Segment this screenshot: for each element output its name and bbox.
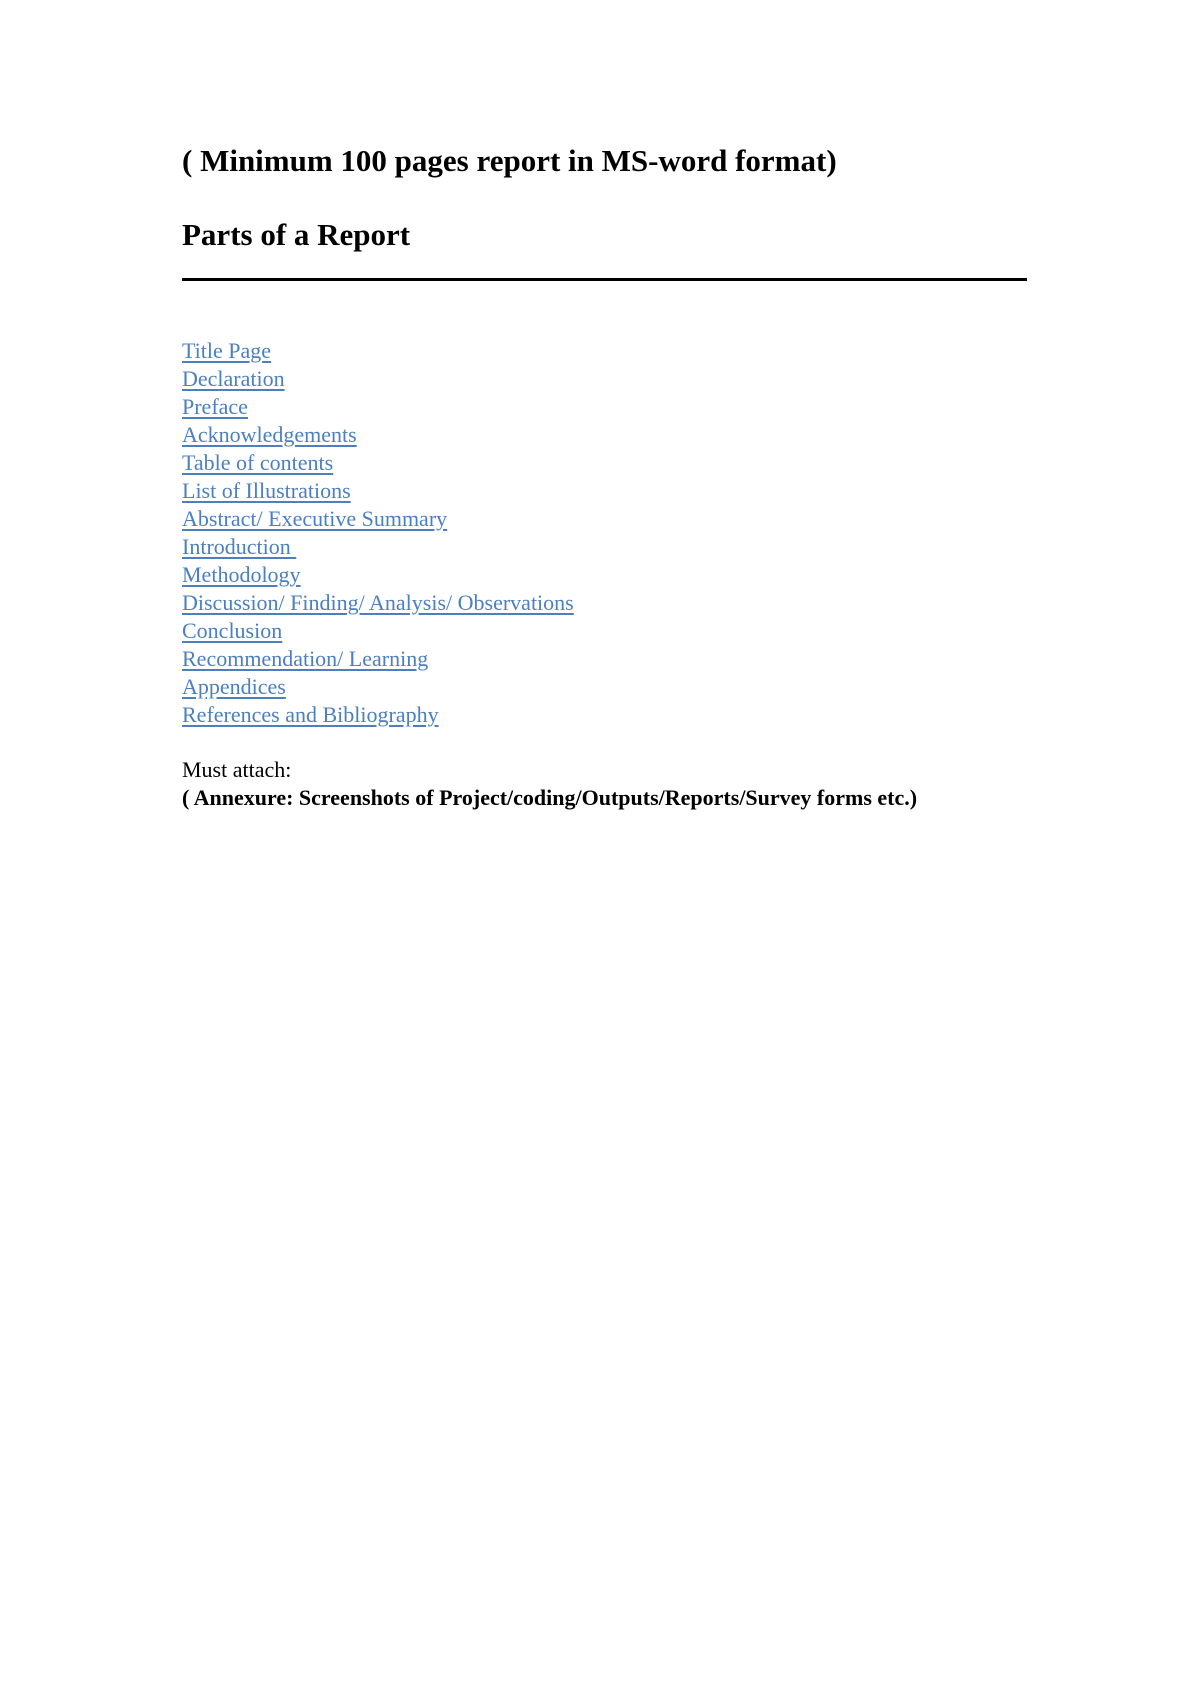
horizontal-rule xyxy=(182,278,1027,281)
section-link-acknowledgements[interactable]: Acknowledgements xyxy=(182,422,357,447)
section-link-methodology[interactable]: Methodology xyxy=(182,562,301,587)
annexure-note: ( Annexure: Screenshots of Project/coding/Outputs/Reports/Survey forms etc.) xyxy=(182,785,918,810)
section-link-table-of-contents[interactable]: Table of contents xyxy=(182,450,334,475)
list-item xyxy=(182,449,1027,477)
list-item xyxy=(182,337,1027,365)
document-content xyxy=(182,140,1027,812)
list-item xyxy=(182,617,1027,645)
list-item xyxy=(182,505,1027,533)
section-link-list-of-illustrations[interactable]: List of Illustrations xyxy=(182,478,351,503)
section-link-declaration[interactable]: Declaration xyxy=(182,366,285,391)
report-parts-list xyxy=(182,337,1027,729)
list-item xyxy=(182,393,1027,421)
section-link-abstract[interactable]: Abstract/ Executive Summary xyxy=(182,506,448,531)
list-item xyxy=(182,421,1027,449)
list-item xyxy=(182,365,1027,393)
section-link-preface[interactable]: Preface xyxy=(182,394,248,419)
list-item xyxy=(182,645,1027,673)
list-item xyxy=(182,701,1027,729)
section-link-discussion[interactable]: Discussion/ Finding/ Analysis/ Observations xyxy=(182,590,574,615)
section-link-references[interactable]: References and Bibliography xyxy=(182,702,439,727)
list-item xyxy=(182,561,1027,589)
must-attach-label: Must attach: xyxy=(182,757,292,782)
document-subtitle: ( Minimum 100 pages report in MS-word format) xyxy=(182,143,837,178)
section-link-introduction[interactable]: Introduction xyxy=(182,534,297,559)
section-link-recommendation[interactable]: Recommendation/ Learning xyxy=(182,646,429,671)
list-item xyxy=(182,589,1027,617)
document-title: Parts of a Report xyxy=(182,217,411,252)
section-link-conclusion[interactable]: Conclusion xyxy=(182,618,283,643)
list-item xyxy=(182,477,1027,505)
section-link-title-page[interactable]: Title Page xyxy=(182,338,272,363)
section-link-appendices[interactable]: Appendices xyxy=(182,674,286,699)
list-item xyxy=(182,533,1027,561)
list-item xyxy=(182,673,1027,701)
